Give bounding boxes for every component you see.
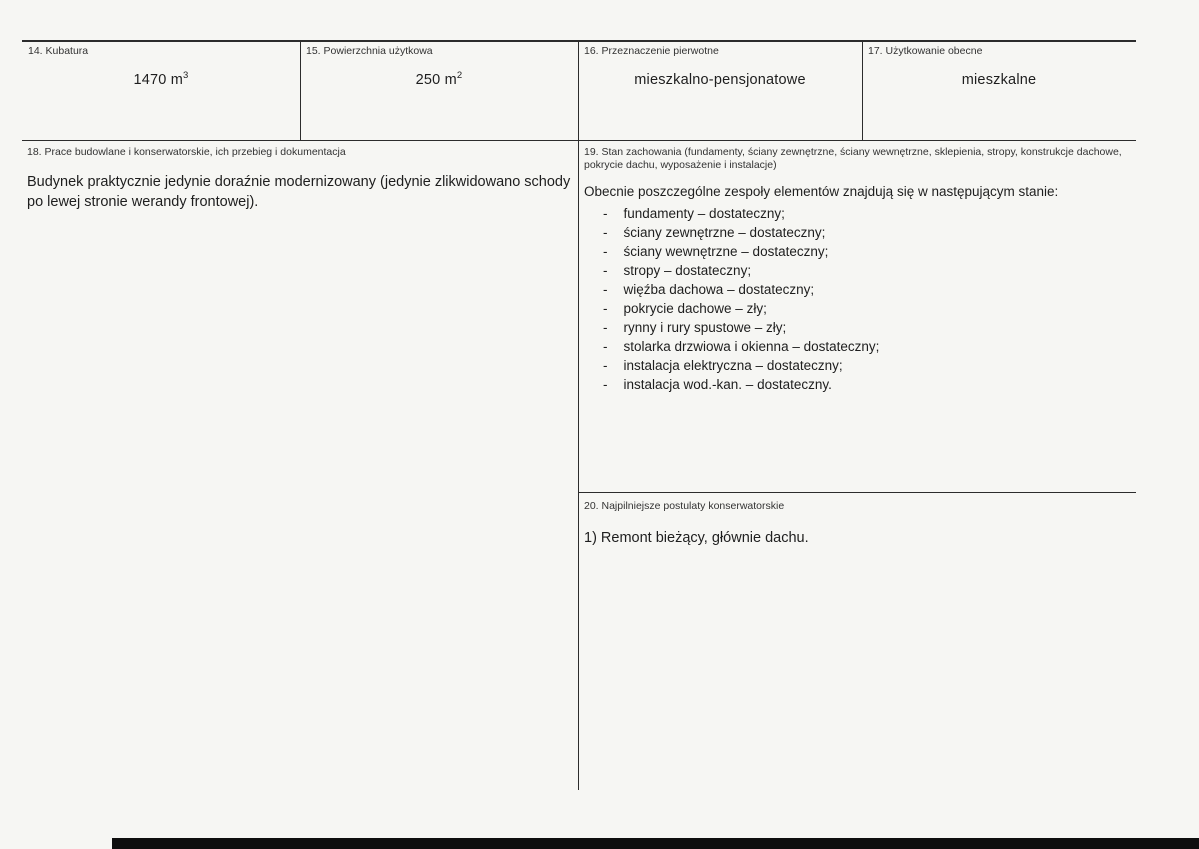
dash-bullet: - — [603, 377, 608, 392]
condition-item — [584, 299, 1136, 318]
condition-list — [584, 204, 1136, 394]
condition-item — [584, 280, 1136, 299]
condition-item-text: instalacja wod.-kan. – dostateczny. — [623, 377, 832, 392]
condition-item — [584, 204, 1136, 223]
dash-bullet: - — [603, 244, 608, 259]
dash-bullet: - — [603, 358, 608, 373]
field-cell-kubatura — [22, 40, 300, 140]
field-label: 16. Przeznaczenie pierwotne — [584, 45, 719, 57]
condition-item-text: stropy – dostateczny; — [623, 263, 752, 278]
section-body: 1) Remont bieżący, głównie dachu. — [584, 530, 809, 546]
field-value — [300, 70, 578, 88]
dash-bullet: - — [603, 263, 608, 278]
field-value — [578, 70, 862, 88]
section-intro: Obecnie poszczególne zespoły elementów znajdują się w następującym stanie: — [584, 184, 1059, 199]
dash-bullet: - — [603, 339, 608, 354]
section-label: 18. Prace budowlane i konserwatorskie, ich przebieg i dokumentacja — [27, 146, 346, 158]
condition-item — [584, 318, 1136, 337]
field-value-text: mieszkalno-pensjonatowe — [634, 71, 806, 88]
dash-bullet: - — [603, 206, 608, 221]
field-cell-powierzchnia — [300, 40, 578, 140]
condition-item-text: instalacja elektryczna – dostateczny; — [623, 358, 843, 373]
condition-item-text: ściany wewnętrzne – dostateczny; — [623, 244, 829, 259]
field-label: 14. Kubatura — [28, 45, 89, 57]
field-value-text: 250 m — [415, 71, 457, 88]
section-19-stan-zachowania — [584, 146, 1136, 394]
condition-item-text: więźba dachowa – dostateczny; — [623, 282, 815, 297]
section-label: 19. Stan zachowania (fundamenty, ściany zewnętrzne, ściany wewnętrzne, sklepienia, stropy, konstrukcje dachowe, pokrycie dachu, wyposażenie i instalacje) — [584, 146, 1122, 171]
condition-item — [584, 242, 1136, 261]
condition-item-text: fundamenty – dostateczny; — [623, 206, 785, 221]
field-cell-przeznaczenie — [578, 40, 862, 140]
field-value-superscript: 2 — [456, 70, 463, 81]
dash-bullet: - — [603, 301, 608, 316]
dash-bullet: - — [603, 320, 608, 335]
field-value — [862, 70, 1136, 88]
divider-col-main — [578, 40, 579, 790]
dash-bullet: - — [603, 225, 608, 240]
condition-item-text: ściany zewnętrzne – dostateczny; — [623, 225, 826, 240]
field-cell-uzytkowanie — [862, 40, 1136, 140]
condition-item — [584, 261, 1136, 280]
section-label: 20. Najpilniejsze postulaty konserwatorskie — [584, 500, 785, 512]
field-value-superscript: 3 — [183, 70, 189, 81]
scan-edge-artifact — [112, 838, 1199, 849]
field-label: 17. Użytkowanie obecne — [868, 45, 983, 57]
section-body: Budynek praktycznie jedynie doraźnie modernizowany (jedynie zlikwidowano schody po lewej stronie werandy frontowej). — [27, 174, 571, 210]
field-value — [22, 70, 300, 88]
divider-row1-bottom — [22, 140, 1136, 141]
divider-section-20 — [578, 492, 1136, 493]
condition-item-text: stolarka drzwiowa i okienna – dostateczny; — [623, 339, 880, 354]
condition-item — [584, 223, 1136, 242]
section-18-prace-budowlane — [27, 146, 575, 212]
condition-item — [584, 375, 1136, 394]
field-label: 15. Powierzchnia użytkowa — [306, 45, 433, 57]
condition-item — [584, 356, 1136, 375]
dash-bullet: - — [603, 282, 608, 297]
field-value-text: 1470 m — [133, 71, 184, 88]
field-value-text: mieszkalne — [961, 71, 1037, 88]
condition-item-text: rynny i rury spustowe – zły; — [623, 320, 787, 335]
section-20-postulaty — [584, 500, 1136, 546]
condition-item-text: pokrycie dachowe – zły; — [623, 301, 767, 316]
condition-item — [584, 337, 1136, 356]
